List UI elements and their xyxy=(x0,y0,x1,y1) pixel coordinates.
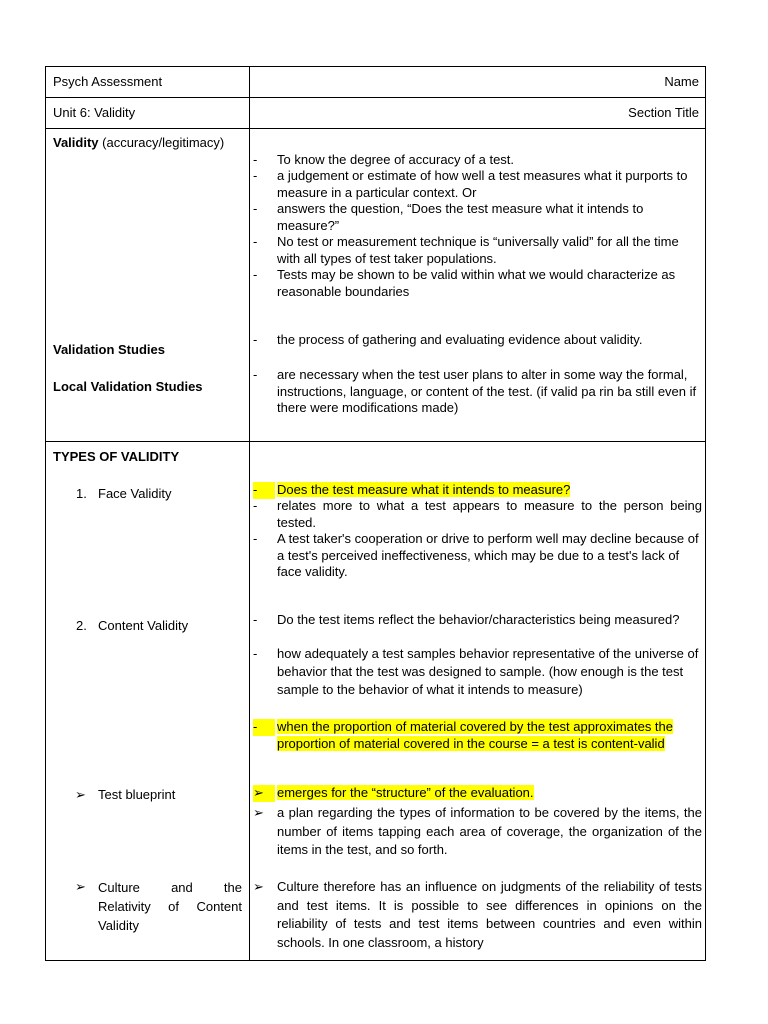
face-validity-label: Face Validity xyxy=(98,486,172,501)
dash-marker: - xyxy=(253,168,258,183)
blueprint-bullet xyxy=(253,804,702,860)
validation-studies-term: Validation Studies xyxy=(53,342,165,357)
arrow-marker: ➢ xyxy=(253,879,264,894)
bullet-text: A test taker's cooperation or drive to perform well may decline because of a test's perceived ineffectiveness, which may be due to a test's lack of face validity. xyxy=(277,531,699,579)
dash-marker: - xyxy=(253,367,258,382)
name-label: Name xyxy=(664,74,699,89)
bullet-text: To know the degree of accuracy of a test. xyxy=(277,152,515,167)
bullet-text: Do the test items reflect the behavior/characteristics being measured? xyxy=(277,612,680,627)
content-bullet xyxy=(253,645,702,699)
dash-marker: - xyxy=(253,482,275,499)
dash-marker: - xyxy=(253,234,258,249)
face-bullet-highlighted xyxy=(253,482,702,499)
content-validity-num: 2. xyxy=(76,618,87,633)
dash-marker: - xyxy=(253,152,258,167)
row-divider xyxy=(46,128,705,129)
arrow-marker: ➢ xyxy=(75,879,86,894)
bullet-text: a judgement or estimate of how well a test measures what it purports to measure in a particular context. Or xyxy=(277,168,688,200)
culture-label: Culture and the Relativity of Content Validity xyxy=(98,880,242,933)
face-bullet xyxy=(253,498,702,531)
culture-bullet xyxy=(253,878,702,952)
local-validation-term: Local Validation Studies xyxy=(53,379,203,394)
content-bullet xyxy=(253,612,702,629)
dash-marker: - xyxy=(253,498,258,513)
dash-marker: - xyxy=(253,201,258,216)
dash-marker: - xyxy=(253,531,258,546)
bullet-text: emerges for the “structure” of the evaluation. xyxy=(277,785,534,800)
types-heading: TYPES OF VALIDITY xyxy=(53,449,180,464)
validity-bullet xyxy=(253,168,702,201)
validation-studies-def xyxy=(253,332,702,349)
bullet-text: are necessary when the test user plans to alter in some way the formal, instructions, language, or content of the test. (if valid pa rin ba still even if there were modifications made) xyxy=(277,367,697,415)
dash-marker: - xyxy=(253,332,258,347)
dash-marker: - xyxy=(253,267,258,282)
bullet-text: relates more to what a test appears to measure to the person being tested. xyxy=(277,498,702,530)
row-divider xyxy=(46,97,705,98)
course-title: Psych Assessment xyxy=(53,74,163,89)
dash-marker: - xyxy=(253,719,275,736)
validity-bullet xyxy=(253,234,702,267)
arrow-marker: ➢ xyxy=(253,785,275,802)
bullet-text: No test or measurement technique is “universally valid” for all the time with all types of test taker populations. xyxy=(277,234,679,266)
bullet-text: when the proportion of material covered by the test approximates the proportion of material covered in the course = a test is content-valid xyxy=(277,719,673,751)
bullet-text: a plan regarding the types of information to be covered by the items, the number of items tapping each area of coverage, the organization of the items in the test, and so forth. xyxy=(277,805,702,857)
dash-marker: - xyxy=(253,612,258,627)
notes-table xyxy=(45,66,706,961)
bullet-text: how adequately a test samples behavior representative of the universe of behavior that the test was designed to sample. (how enough is the test sample to the behavior of what it intends to measure) xyxy=(277,646,699,697)
bullet-text: the process of gathering and evaluating evidence about validity. xyxy=(277,332,643,347)
local-validation-def xyxy=(253,367,702,417)
row-divider xyxy=(46,441,705,442)
face-validity-num: 1. xyxy=(76,486,87,501)
bullet-text: answers the question, “Does the test measure what it intends to measure?” xyxy=(277,201,644,233)
arrow-marker: ➢ xyxy=(253,805,264,820)
bullet-text: Does the test measure what it intends to measure? xyxy=(277,482,571,497)
test-blueprint-label: Test blueprint xyxy=(98,787,176,802)
bullet-text: Culture therefore has an influence on judgments of the reliability of tests and test items. It is possible to see differences in opinions on the reliability of tests and test items between countries and even within schools. In one classroom, a history xyxy=(277,879,702,950)
validity-term-line xyxy=(53,135,224,152)
arrow-marker: ➢ xyxy=(75,787,86,802)
unit-title: Unit 6: Validity xyxy=(53,105,136,120)
face-bullet xyxy=(253,531,702,581)
validity-bullet xyxy=(253,152,702,169)
blueprint-bullet-highlighted xyxy=(253,785,702,802)
validity-term: Validity xyxy=(53,135,99,150)
bullet-text: Tests may be shown to be valid within what we would characterize as reasonable boundaries xyxy=(277,267,676,299)
content-bullet-highlighted xyxy=(253,719,702,752)
content-validity-label: Content Validity xyxy=(98,618,189,633)
validity-bullet xyxy=(253,201,702,234)
validity-bullet xyxy=(253,267,702,300)
column-divider xyxy=(249,67,250,960)
section-title-label: Section Title xyxy=(628,105,699,120)
dash-marker: - xyxy=(253,646,258,661)
validity-term-note: (accuracy/legitimacy) xyxy=(98,135,225,150)
